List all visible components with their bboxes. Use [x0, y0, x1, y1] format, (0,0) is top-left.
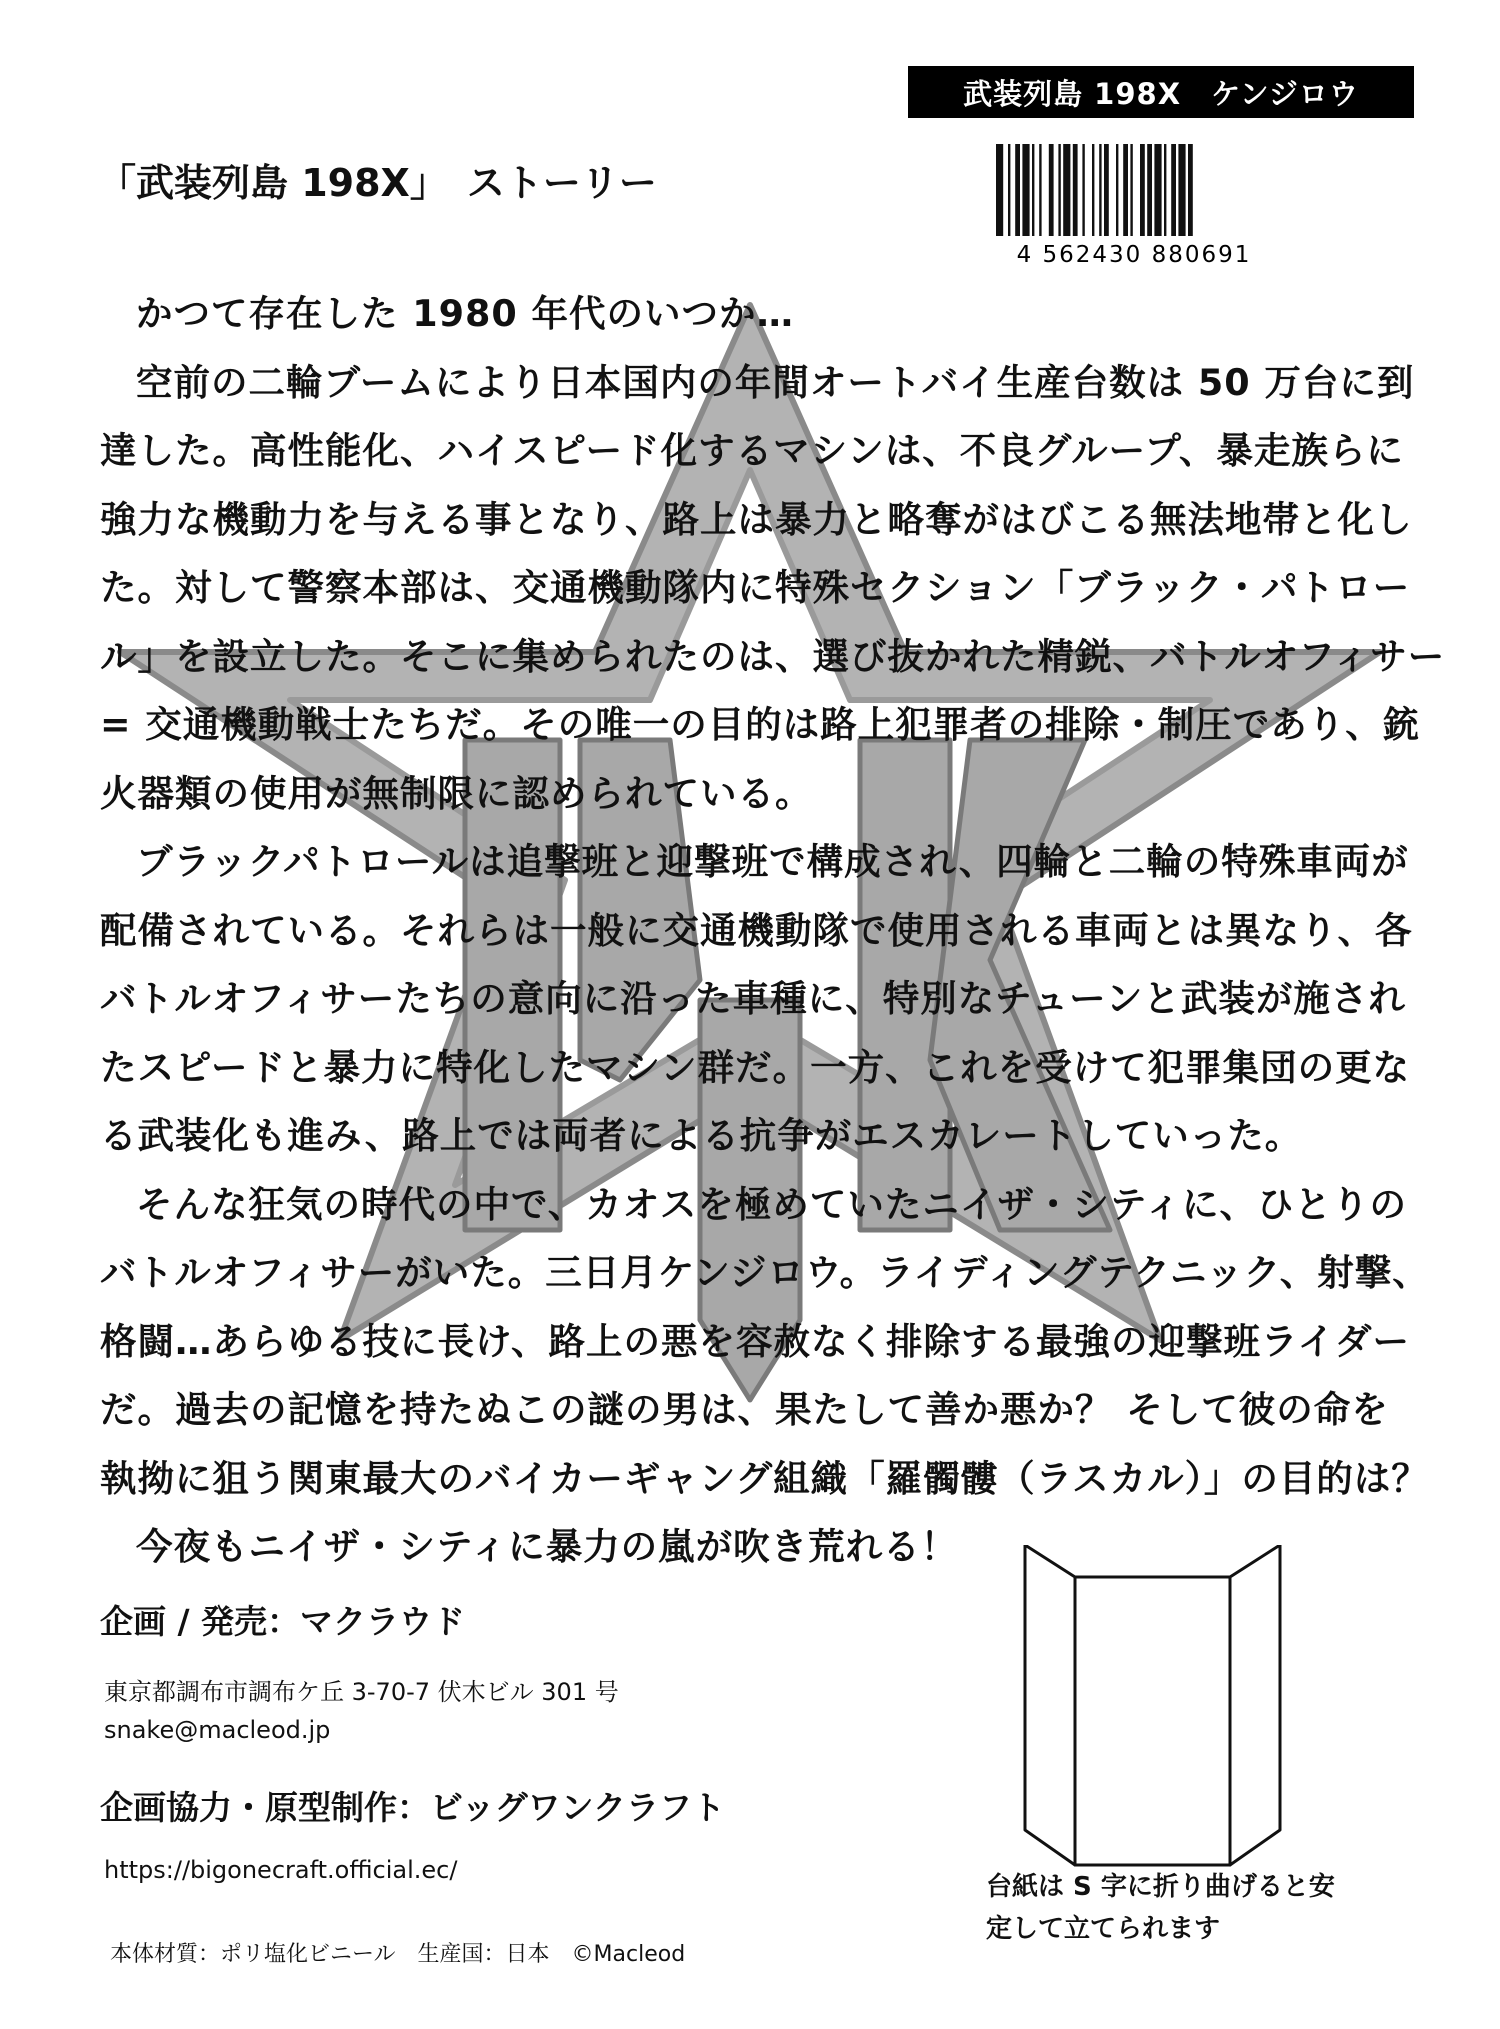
barcode-bar: [1063, 144, 1070, 236]
story-line: = 交通機動戦士たちだ。その唯一の目的は路上犯罪者の排除・制圧であり、銃: [100, 703, 1421, 746]
barcode-bar: [1099, 144, 1101, 236]
barcode-bar: [1092, 144, 1094, 236]
story-line: 火器類の使用が無制限に認められている。: [100, 771, 813, 815]
barcode-bar: [1171, 144, 1176, 236]
story-paragraph: [100, 280, 1416, 349]
cooperation-url[interactable]: https://bigonecraft.official.ec/: [104, 1856, 458, 1884]
story-line: 空前の二輪ブームにより日本国内の年間オートバイ生産台数は 50 万台に到: [136, 360, 1415, 404]
story-line: 配備されている。それらは一般に交通機動隊で使用される車両とは異なり、各: [100, 908, 1413, 952]
barcode-bar: [1032, 144, 1034, 236]
story-line: 達した。高性能化、ハイスピード化するマシンは、不良グループ、暴走族らに: [100, 429, 1404, 472]
barcode-bar: [1178, 144, 1185, 236]
barcode-bar: [1123, 144, 1128, 236]
barcode-bar: [1082, 144, 1084, 236]
story-line: かつて存在した 1980 年代のいつか…: [136, 292, 795, 335]
story-line: ブラックパトロールは追撃班と迎撃班で構成され、四輪と二輪の特殊車両が: [136, 840, 1409, 883]
barcode-bar: [996, 144, 1003, 236]
story-line: ル」を設立した。そこに集められたのは、選び抜かれた精鋭、バトルオフィサー: [100, 634, 1446, 678]
barcode-bar: [1147, 144, 1152, 236]
story-paragraph: [100, 828, 1416, 1171]
fold-note: [986, 1866, 1335, 1950]
story-title: 「武装列島 198X」 ストーリー: [98, 161, 657, 205]
fold-note-line: 台紙は S 字に折り曲げると安: [986, 1872, 1335, 1902]
story-line: バトルオフィサーたちの意向に沿った車種に、特別なチューンと武装が施され: [100, 977, 1406, 1020]
barcode-bar: [1188, 144, 1193, 236]
barcode-bar: [1073, 144, 1078, 236]
story-body: [100, 280, 1446, 1582]
story-line: だ。過去の記憶を持たぬこの謎の男は、果たして善か悪か？ そして彼の命を: [100, 1388, 1389, 1431]
barcode-bar: [1039, 144, 1041, 236]
story-line: 強力な機動力を与える事となり、路上は暴力と略奪がはびこる無法地帯と化し: [100, 497, 1413, 541]
barcode-bar: [1058, 144, 1060, 236]
story-paragraph: [100, 349, 1446, 829]
story-line: た。対して警察本部は、交通機動隊内に特殊セクション「ブラック・パトロー: [100, 566, 1411, 609]
barcode-bar: [1015, 144, 1020, 236]
story-line: そんな狂気の時代の中で、カオスを極めていたニイザ・シティに、ひとりの: [136, 1182, 1407, 1226]
story-line: たスピードと暴力に特化したマシン群だ。一方、これを受けて犯罪集団の更な: [100, 1045, 1411, 1089]
barcode-bar: [1049, 144, 1054, 236]
story-line: 格闘…あらゆる技に長け、路上の悪を容赦なく排除する最強の迎撃班ライダー: [100, 1319, 1410, 1363]
barcode-bar: [1022, 144, 1029, 236]
barcode-bar: [1130, 144, 1132, 236]
barcode-bar: [1140, 144, 1145, 236]
story-paragraph: [100, 1171, 1430, 1514]
barcode-bar: [1116, 144, 1118, 236]
barcode-bar: [1008, 144, 1010, 236]
story-line: 執拗に狙う関東最大のバイカーギャング組織「羅髑髏（ラスカル）」の目的は？: [100, 1456, 1429, 1500]
barcode-bar: [1154, 144, 1161, 236]
publisher-label: 企画 / 発売：マクラウド: [100, 1602, 466, 1641]
barcode-bar: [1164, 144, 1166, 236]
publisher-address: 東京都調布市調布ケ丘 3-70-7 伏木ビル 301 号: [104, 1678, 619, 1706]
story-line: る武装化も進み、路上では両者による抗争がエスカレートしていった。: [100, 1114, 1303, 1157]
fold-diagram: [1015, 1545, 1315, 1895]
cooperation-label: 企画協力・原型制作：ビッグワンクラフト: [100, 1788, 726, 1827]
barcode-number: 4 562430 880691: [1016, 242, 1252, 266]
story-line: 今夜もニイザ・シティに暴力の嵐が吹き荒れる！: [136, 1525, 959, 1568]
fold-note-line: 定して立てられます: [986, 1914, 1221, 1944]
product-title-badge: 武装列島 198X ケンジロウ: [908, 66, 1414, 118]
story-line: バトルオフィサーがいた。三日月ケンジロウ。ライディングテクニック、射撃、: [100, 1251, 1430, 1294]
barcode: [982, 144, 1286, 266]
materials-footer: 本体材質：ポリ塩化ビニール 生産国：日本 ©Macleod: [110, 1942, 686, 1967]
barcode-bar: [1104, 144, 1109, 236]
publisher-email[interactable]: snake@macleod.jp: [104, 1716, 331, 1744]
